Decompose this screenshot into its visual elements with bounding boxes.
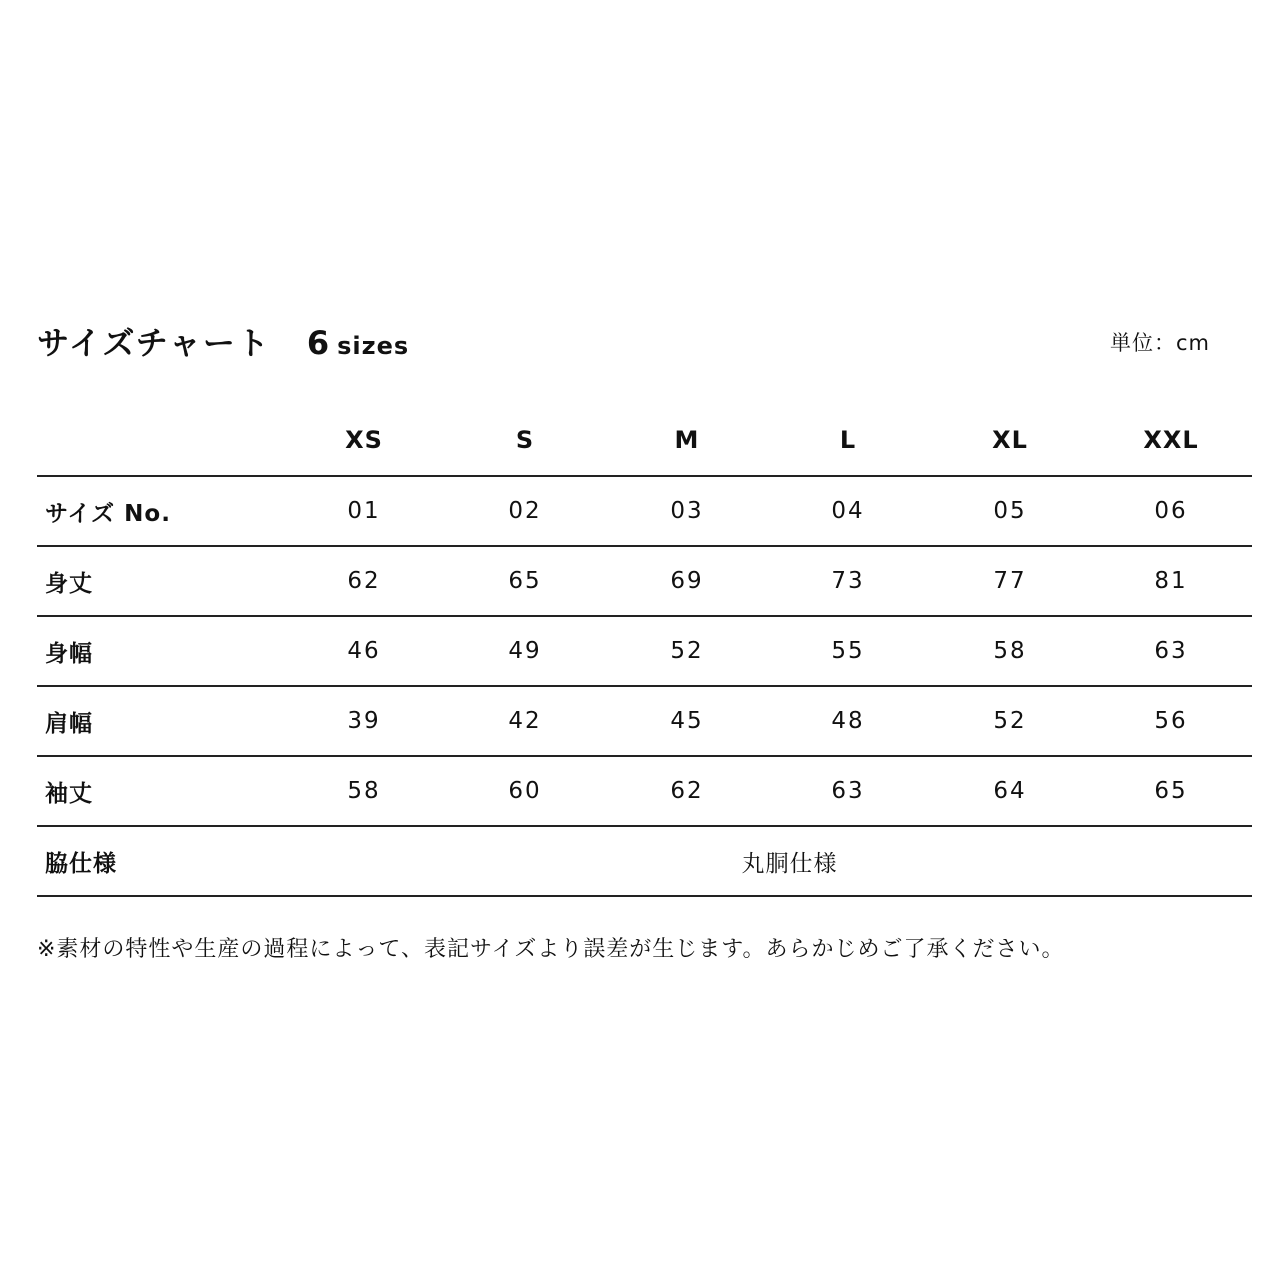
- table-cell: 39: [347, 708, 381, 734]
- table-cell: 64: [993, 778, 1027, 804]
- table-cell: 55: [831, 638, 865, 664]
- title-row: [37, 318, 409, 364]
- column-header-xxl: XXL: [1143, 426, 1199, 454]
- table-cell: 69: [670, 568, 704, 594]
- row-label: 身丈: [45, 570, 93, 597]
- table-cell: 48: [831, 708, 865, 734]
- size-table: [37, 405, 1252, 897]
- table-row-body-width: [37, 617, 1252, 687]
- column-header-xl: XL: [992, 426, 1028, 454]
- table-cell: 05: [993, 498, 1027, 524]
- table-cell: 04: [831, 498, 865, 524]
- size-count: [307, 324, 409, 362]
- table-cell: 63: [1154, 638, 1188, 664]
- size-count-word: sizes: [337, 332, 410, 360]
- table-cell: 77: [993, 568, 1027, 594]
- table-cell: 42: [508, 708, 542, 734]
- table-cell: 01: [347, 498, 381, 524]
- table-cell: 58: [347, 778, 381, 804]
- table-cell: 73: [831, 568, 865, 594]
- row-label: 袖丈: [45, 780, 93, 807]
- row-label: 身幅: [45, 640, 93, 667]
- table-cell: 49: [508, 638, 542, 664]
- table-row-side-spec: [37, 827, 1252, 897]
- table-cell: 52: [670, 638, 704, 664]
- table-cell: 03: [670, 498, 704, 524]
- table-cell: 02: [508, 498, 542, 524]
- page-title: サイズチャート: [37, 324, 271, 362]
- table-cell: 46: [347, 638, 381, 664]
- table-cell: 62: [670, 778, 704, 804]
- table-row-size-no: [37, 477, 1252, 547]
- table-row-shoulder-width: [37, 687, 1252, 757]
- table-cell: 56: [1154, 708, 1188, 734]
- row-label: サイズ No.: [45, 500, 171, 527]
- column-header-xs: XS: [345, 426, 383, 454]
- table-cell: 06: [1154, 498, 1188, 524]
- table-cell: 65: [1154, 778, 1188, 804]
- table-cell: 60: [508, 778, 542, 804]
- table-cell: 52: [993, 708, 1027, 734]
- table-cell: 58: [993, 638, 1027, 664]
- table-row-body-length: [37, 547, 1252, 617]
- table-cell: 81: [1154, 568, 1188, 594]
- table-cell: 45: [670, 708, 704, 734]
- table-cell: 63: [831, 778, 865, 804]
- row-label: 脇仕様: [45, 850, 117, 877]
- table-cell: 65: [508, 568, 542, 594]
- table-header-row: [37, 405, 1252, 477]
- size-count-number: 6: [306, 324, 330, 362]
- footnote: ※素材の特性や生産の過程によって、表記サイズより誤差が生じます。あらかじめご了承ください。: [37, 937, 1065, 962]
- row-label: 肩幅: [45, 710, 93, 737]
- column-header-s: S: [515, 426, 535, 454]
- side-spec-value: 丸胴仕様: [741, 850, 838, 877]
- unit-label: 単位：cm: [1109, 331, 1210, 355]
- table-row-sleeve-length: [37, 757, 1252, 827]
- column-header-m: M: [674, 426, 700, 454]
- table-cell: 62: [347, 568, 381, 594]
- column-header-l: L: [839, 426, 857, 454]
